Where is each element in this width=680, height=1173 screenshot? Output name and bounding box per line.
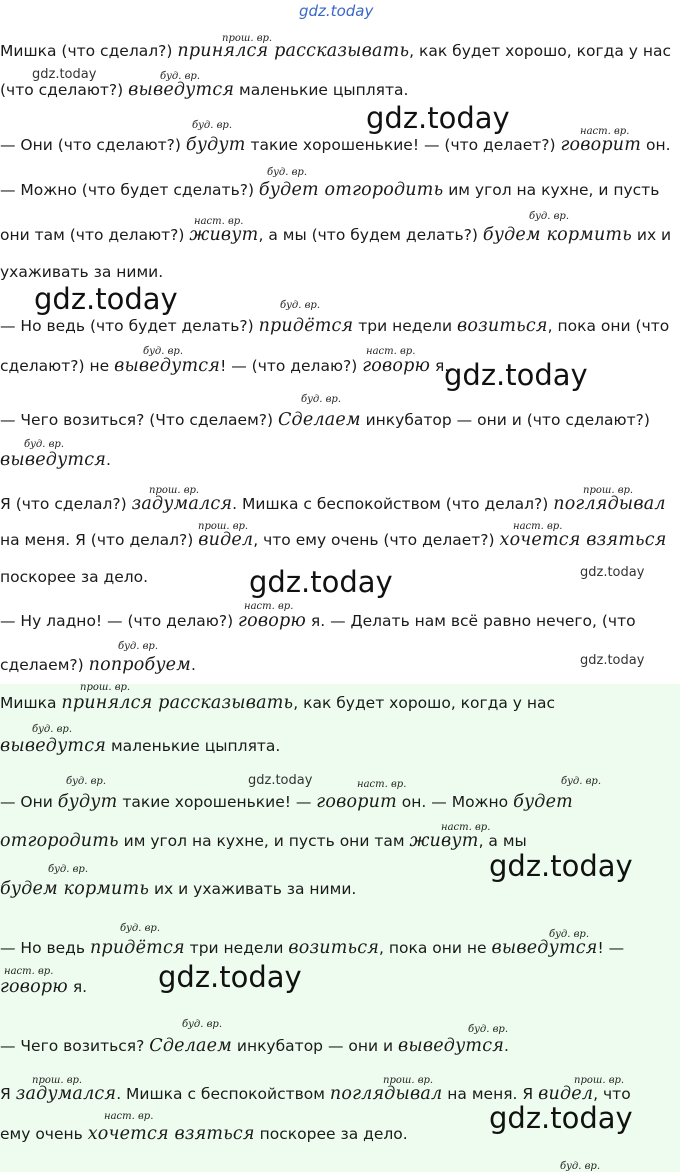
text-fragment: ! — [597, 939, 625, 957]
text-line [0, 80, 408, 100]
text-fragment: он. [641, 136, 671, 154]
verb: выведутся [128, 80, 235, 100]
watermark-top: gdz.today [299, 2, 374, 20]
tense-note: буд. вр. [118, 641, 158, 652]
verb: будут [185, 135, 246, 155]
tense-note: буд. вр. [561, 776, 601, 787]
text-line [0, 1036, 509, 1056]
verb: придётся [258, 316, 354, 336]
text-fragment: поскорее за дело. [0, 568, 149, 586]
text-fragment: на меня. Я (что делал?) [0, 531, 199, 549]
tense-note: буд. вр. [267, 167, 307, 178]
text-fragment: три недели [353, 317, 457, 335]
verb: отгородить [0, 831, 119, 851]
text-fragment: , пока они (что [547, 317, 670, 335]
tense-note: наст. вр. [580, 126, 630, 137]
verb: выведутся [0, 736, 107, 756]
text-fragment: — Чего возиться? (Что сделаем?) [0, 411, 278, 429]
text-fragment: , а мы (что будем делать?) [258, 226, 483, 244]
verb: принялся рассказывать [177, 41, 410, 61]
tense-note: прош. вр. [149, 485, 200, 496]
text-fragment: инкубатор — они и [231, 1037, 398, 1055]
text-fragment: , пока они не [379, 939, 492, 957]
text-fragment: они там (что делают?) [0, 226, 190, 244]
text-fragment: три недели [184, 939, 289, 957]
tense-note: буд. вр. [48, 864, 88, 875]
tense-note: наст. вр. [357, 779, 407, 790]
text-fragment: ему очень [0, 1125, 88, 1143]
text-fragment: им угол на кухне, и пусть они там [118, 832, 410, 850]
text-fragment: маленькие цыплята. [234, 81, 409, 99]
tense-note: наст. вр. [513, 521, 563, 532]
text-line [0, 1124, 408, 1144]
tense-note: буд. вр. [549, 929, 589, 940]
verb: будем кормить [482, 225, 632, 245]
verb: поглядывал [329, 1084, 443, 1104]
verb: будет [513, 792, 573, 812]
verb: говорю [238, 611, 306, 631]
verb: выведутся [398, 1036, 505, 1056]
verb: говорю [362, 356, 431, 376]
text-fragment: инкубатор — они и (что сделают?) [360, 411, 650, 429]
watermark: gdz.today [489, 1101, 633, 1135]
tense-note: прош. вр. [583, 485, 634, 496]
text-line [0, 41, 671, 61]
text-line [0, 655, 196, 675]
verb: говорю [0, 977, 68, 997]
tense-note: буд. вр. [32, 724, 72, 735]
watermark: gdz.today [444, 358, 588, 392]
text-fragment: я. [430, 357, 450, 375]
text-line [0, 611, 636, 631]
tense-note: прош. вр. [222, 33, 273, 44]
tense-note: буд. вр. [24, 439, 64, 450]
verb: выведутся [0, 450, 107, 470]
text-fragment: — Они (что сделают?) [0, 136, 186, 154]
tense-note: наст. вр. [104, 1111, 154, 1122]
tense-note: прош. вр. [198, 521, 249, 532]
tense-note: наст. вр. [194, 216, 244, 227]
text-fragment: их и ухаживать за ними. [149, 880, 357, 898]
text-fragment: я. [67, 978, 88, 996]
text-fragment: . Мишка с беспокойством (что делал?) [232, 495, 554, 513]
text-fragment: на меня. Я [442, 1085, 539, 1103]
text-fragment: он. — Можно [396, 793, 514, 811]
verb: хочется взяться [499, 530, 667, 550]
text-line [0, 262, 163, 282]
watermark: gdz.today [249, 565, 393, 599]
watermark: gdz.today [34, 282, 178, 316]
verb: живут [189, 225, 259, 245]
verb: возиться [288, 938, 380, 958]
text-fragment: — Ну ладно! — (что делаю?) [0, 612, 239, 630]
text-fragment: им угол на кухне, и пусть [443, 181, 660, 199]
tense-note: буд. вр. [192, 120, 232, 131]
verb: Сделаем [149, 1036, 232, 1056]
verb: попробуем [88, 655, 191, 675]
text-fragment: . Мишка с беспокойством [116, 1085, 330, 1103]
text-fragment: маленькие цыплята. [106, 737, 281, 755]
text-fragment: ! — (что делаю?) [220, 357, 363, 375]
tense-note: буд. вр. [280, 300, 320, 311]
watermark: gdz.today [580, 565, 645, 580]
verb: Сделаем [277, 410, 361, 430]
tense-note: буд. вр. [560, 1161, 600, 1172]
text-fragment: Мишка (что сделал?) [0, 42, 178, 60]
text-fragment: . [190, 656, 196, 674]
text-fragment: Мишка [0, 694, 62, 712]
text-line [0, 938, 624, 958]
text-fragment: — Они [0, 793, 58, 811]
verb: задумался [15, 1084, 117, 1104]
text-fragment: Я [0, 1085, 16, 1103]
text-line [0, 736, 280, 756]
tense-note: буд. вр. [143, 346, 183, 357]
text-fragment: , как будет хорошо, когда у нас [409, 42, 671, 60]
text-fragment: ухаживать за ними. [0, 263, 164, 281]
text-line [0, 180, 659, 200]
tense-note: прош. вр. [574, 1075, 625, 1086]
text-fragment: такие хорошенькие! — [117, 793, 317, 811]
text-fragment: — Но ведь [0, 939, 90, 957]
verb: принялся рассказывать [61, 693, 294, 713]
verb: живут [409, 831, 479, 851]
text-fragment: Я (что сделал?) [0, 495, 132, 513]
verb: выведутся [491, 938, 598, 958]
text-line [0, 792, 573, 812]
text-fragment: (что сделают?) [0, 81, 129, 99]
watermark: gdz.today [580, 653, 645, 668]
watermark: gdz.today [489, 849, 633, 883]
text-line [0, 494, 666, 514]
tense-note: наст. вр. [366, 346, 416, 357]
text-fragment: сделаем?) [0, 656, 89, 674]
verb: будет отгородить [258, 180, 444, 200]
text-fragment: , что ему очень (что делает?) [253, 531, 500, 549]
text-fragment: — Но ведь (что будет делать?) [0, 317, 259, 335]
text-line [0, 567, 148, 587]
text-fragment: их и [631, 226, 672, 244]
text-fragment: . [504, 1037, 509, 1055]
text-fragment: , что [593, 1085, 631, 1103]
text-line [0, 225, 671, 245]
text-line [0, 530, 667, 550]
watermark: gdz.today [158, 960, 302, 994]
text-line [0, 316, 669, 336]
watermark: gdz.today [248, 773, 313, 788]
text-fragment: . [106, 451, 111, 469]
text-fragment: — Чего возиться? [0, 1037, 150, 1055]
text-line [0, 135, 671, 155]
tense-note: прош. вр. [32, 1075, 83, 1086]
watermark: gdz.today [32, 67, 97, 82]
tense-note: буд. вр. [301, 394, 341, 405]
verb: видел [198, 530, 254, 550]
tense-note: наст. вр. [244, 601, 294, 612]
text-line [0, 450, 111, 470]
verb: возиться [456, 316, 548, 336]
tense-note: прош. вр. [80, 682, 131, 693]
text-fragment: — Можно (что будет сделать?) [0, 181, 259, 199]
verb: будем кормить [0, 879, 150, 899]
text-fragment: , а мы [478, 832, 527, 850]
text-fragment: , как будет хорошо, когда у нас [293, 694, 556, 712]
text-line [0, 410, 650, 430]
verb: придётся [89, 938, 185, 958]
text-line [0, 693, 555, 713]
tense-note: буд. вр. [120, 923, 160, 934]
verb: говорит [316, 792, 397, 812]
text-fragment: поскорее за дело. [254, 1125, 408, 1143]
verb: выведутся [114, 356, 221, 376]
watermark: gdz.today [366, 101, 510, 135]
tense-note: буд. вр. [529, 211, 569, 222]
tense-note: буд. вр. [160, 71, 200, 82]
text-fragment: я. — Делать нам всё равно нечего, (что [305, 612, 636, 630]
text-fragment: сделают?) не [0, 357, 115, 375]
tense-note: прош. вр. [383, 1075, 434, 1086]
text-fragment: такие хорошенькие! — (что делает?) [245, 136, 561, 154]
tense-note: наст. вр. [4, 966, 54, 977]
verb: говорит [560, 135, 642, 155]
verb: будут [57, 792, 118, 812]
text-line [0, 879, 356, 899]
tense-note: наст. вр. [441, 822, 491, 833]
tense-note: буд. вр. [182, 1019, 222, 1030]
verb: видел [538, 1084, 594, 1104]
verb: хочется взяться [87, 1124, 255, 1144]
text-line [0, 356, 449, 376]
verb: поглядывал [553, 494, 666, 514]
text-line [0, 977, 87, 997]
tense-note: буд. вр. [66, 776, 106, 787]
text-line [0, 831, 527, 851]
verb: задумался [131, 494, 233, 514]
tense-note: буд. вр. [468, 1024, 508, 1035]
